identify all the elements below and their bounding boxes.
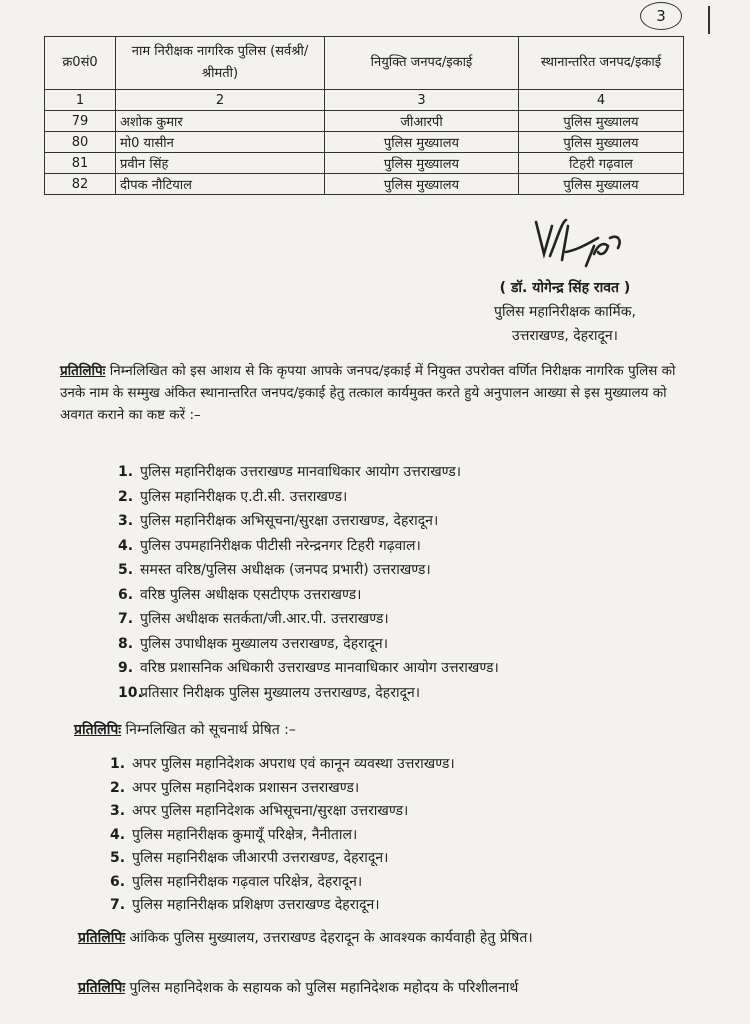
cell-posted: जीआरपी (325, 111, 519, 132)
list-item (110, 823, 700, 847)
cell-posted: पुलिस मुख्यालय (325, 174, 519, 195)
cell-name: प्रवीन सिंह (116, 153, 325, 174)
table-row (45, 174, 684, 195)
cell-transferred: पुलिस मुख्यालय (519, 132, 684, 153)
header-serial: क्र0सं0 (45, 37, 116, 90)
item-number: 9. (118, 660, 134, 676)
item-text: अपर पुलिस महानिदेशक अभिसूचना/सुरक्षा उत्तराखण्ड। (132, 803, 409, 819)
item-number: 1. (110, 756, 126, 772)
list-item (118, 485, 708, 510)
copy-paragraph-2 (74, 720, 296, 739)
table-header-row (45, 37, 684, 90)
cell-name: अशोक कुमार (116, 111, 325, 132)
item-text: पुलिस महानिरीक्षक कुमायूँ परिक्षेत्र, नैनीताल। (132, 826, 358, 843)
item-number: 3. (110, 803, 126, 819)
list-item (118, 509, 708, 534)
table-row (45, 111, 684, 132)
list-item (110, 752, 700, 776)
header-transferred: स्थानान्तरित जनपद/इकाई (519, 37, 684, 90)
copy-line-4 (78, 978, 518, 997)
margin-mark (708, 6, 710, 34)
item-text: समस्त वरिष्ठ/पुलिस अधीक्षक (जनपद प्रभारी) उत्तराखण्ड। (140, 562, 431, 578)
list-item (118, 558, 708, 583)
item-number: 4. (118, 537, 134, 554)
transfer-table (44, 36, 684, 195)
item-text: अपर पुलिस महानिदेशक अपराध एवं कानून व्यवस्था उत्तराखण्ड। (132, 756, 455, 772)
column-number-row (45, 90, 684, 111)
list-item (110, 846, 700, 870)
cell-name: मो0 यासीन (116, 132, 325, 153)
item-number: 6. (118, 586, 134, 603)
item-text: वरिष्ठ पुलिस अधीक्षक एसटीएफ उत्तराखण्ड। (140, 586, 362, 603)
item-text: पुलिस महानिरीक्षक जीआरपी उत्तराखण्ड, देहरादून। (132, 850, 389, 866)
col-number: 1 (45, 90, 116, 111)
table-row (45, 132, 684, 153)
cell-serial: 79 (45, 111, 116, 132)
list-item (110, 870, 700, 894)
signature-block (440, 276, 690, 348)
item-number: 2. (118, 488, 134, 505)
cell-posted: पुलिस मुख्यालय (325, 153, 519, 174)
item-number: 2. (110, 779, 126, 796)
item-text: प्रतिसार निरीक्षक पुलिस मुख्यालय उत्तराखण्ड, देहरादून। (140, 684, 421, 701)
copy-list-2 (110, 752, 700, 917)
item-text: पुलिस अधीक्षक सतर्कता/जी.आर.पी. उत्तराखण्ड। (140, 611, 389, 627)
item-number: 3. (118, 513, 134, 529)
signatory-designation: पुलिस महानिरीक्षक कार्मिक, (494, 304, 636, 320)
cell-transferred: पुलिस मुख्यालय (519, 111, 684, 132)
copy-text: पुलिस महानिदेशक के सहायक को पुलिस महानिदेशक महोदय के परिशीलनार्थ (125, 980, 519, 996)
list-item (118, 681, 708, 706)
col-number: 4 (519, 90, 684, 111)
header-posted: नियुक्ति जनपद/इकाई (325, 37, 519, 90)
list-item (110, 776, 700, 800)
list-item (110, 893, 700, 917)
item-number: 6. (110, 873, 126, 890)
cell-transferred: पुलिस मुख्यालय (519, 174, 684, 195)
list-item (118, 607, 708, 632)
cell-serial: 80 (45, 132, 116, 153)
cell-serial: 82 (45, 174, 116, 195)
cell-name: दीपक नौटियाल (116, 174, 325, 195)
cell-transferred: टिहरी गढ़वाल (519, 153, 684, 174)
col-number: 3 (325, 90, 519, 111)
signature-scribble (528, 216, 628, 272)
item-text: वरिष्ठ प्रशासनिक अधिकारी उत्तराखण्ड मानवाधिकार आयोग उत्तराखण्ड। (140, 660, 499, 676)
item-text: पुलिस महानिरीक्षक ए.टी.सी. उत्तराखण्ड। (140, 488, 348, 505)
item-number: 8. (118, 635, 134, 652)
signatory-location: उत्तराखण्ड, देहरादून। (512, 328, 618, 344)
copy-label: प्रतिलिपिः (74, 722, 122, 738)
copy-list-1 (118, 460, 708, 705)
table-row (45, 153, 684, 174)
item-text: पुलिस महानिरीक्षक प्रशिक्षण उत्तराखण्ड देहरादून। (132, 897, 380, 913)
list-item (118, 460, 708, 485)
col-number: 2 (116, 90, 325, 111)
item-text: पुलिस उपमहानिरीक्षक पीटीसी नरेन्द्रनगर टिहरी गढ़वाल। (140, 537, 421, 554)
item-text: अपर पुलिस महानिदेशक प्रशासन उत्तराखण्ड। (132, 779, 360, 796)
copy-label: प्रतिलिपिः (60, 363, 106, 379)
copy-label: प्रतिलिपिः (78, 980, 126, 996)
item-number: 1. (118, 464, 134, 480)
item-text: पुलिस उपाधीक्षक मुख्यालय उत्तराखण्ड, देहरादून। (140, 635, 389, 652)
item-number: 7. (118, 611, 134, 627)
item-number: 7. (110, 897, 126, 913)
item-number: 5. (110, 850, 126, 866)
copy-text: निम्नलिखित को सूचनार्थ प्रेषित :– (121, 722, 296, 738)
item-text: पुलिस महानिरीक्षक उत्तराखण्ड मानवाधिकार आयोग उत्तराखण्ड। (140, 464, 462, 480)
list-item (118, 656, 708, 681)
list-item (110, 799, 700, 823)
copy-label: प्रतिलिपिः (78, 930, 126, 946)
cell-serial: 81 (45, 153, 116, 174)
item-number: 5. (118, 562, 134, 578)
list-item (118, 534, 708, 559)
copy-paragraph-1 (60, 360, 690, 426)
item-text: पुलिस महानिरीक्षक अभिसूचना/सुरक्षा उत्तराखण्ड, देहरादून। (140, 513, 439, 529)
copy-text: निम्नलिखित को इस आशय से कि कृपया आपके जनपद/इकाई में नियुक्त उपरोक्त वर्णित निरीक्षक नागरिक पुलिस को उनके नाम के सम्मुख अंकित स्थानान्तरित जनपद/इकाई हेतु तत्काल कार्यमुक्त करते हुये अनुपालन आख्या से इस मुख्यालय को अवगत कराने का कष्ट करें :– (60, 363, 676, 423)
item-number: 4. (110, 826, 126, 843)
copy-text: आंकिक पुलिस मुख्यालय, उत्तराखण्ड देहरादून के आवश्यक कार्यवाही हेतु प्रेषित। (125, 930, 533, 946)
header-name: नाम निरीक्षक नागरिक पुलिस (सर्वश्री/श्रीमती) (116, 37, 325, 90)
list-item (118, 583, 708, 608)
item-number: 10. (118, 684, 143, 701)
item-text: पुलिस महानिरीक्षक गढ़वाल परिक्षेत्र, देहरादून। (132, 873, 363, 890)
page-number: 3 (640, 2, 682, 30)
signatory-name: ( डॉ. योगेन्द्र सिंह रावत ) (499, 280, 631, 296)
copy-line-3 (78, 928, 533, 947)
list-item (118, 632, 708, 657)
cell-posted: पुलिस मुख्यालय (325, 132, 519, 153)
